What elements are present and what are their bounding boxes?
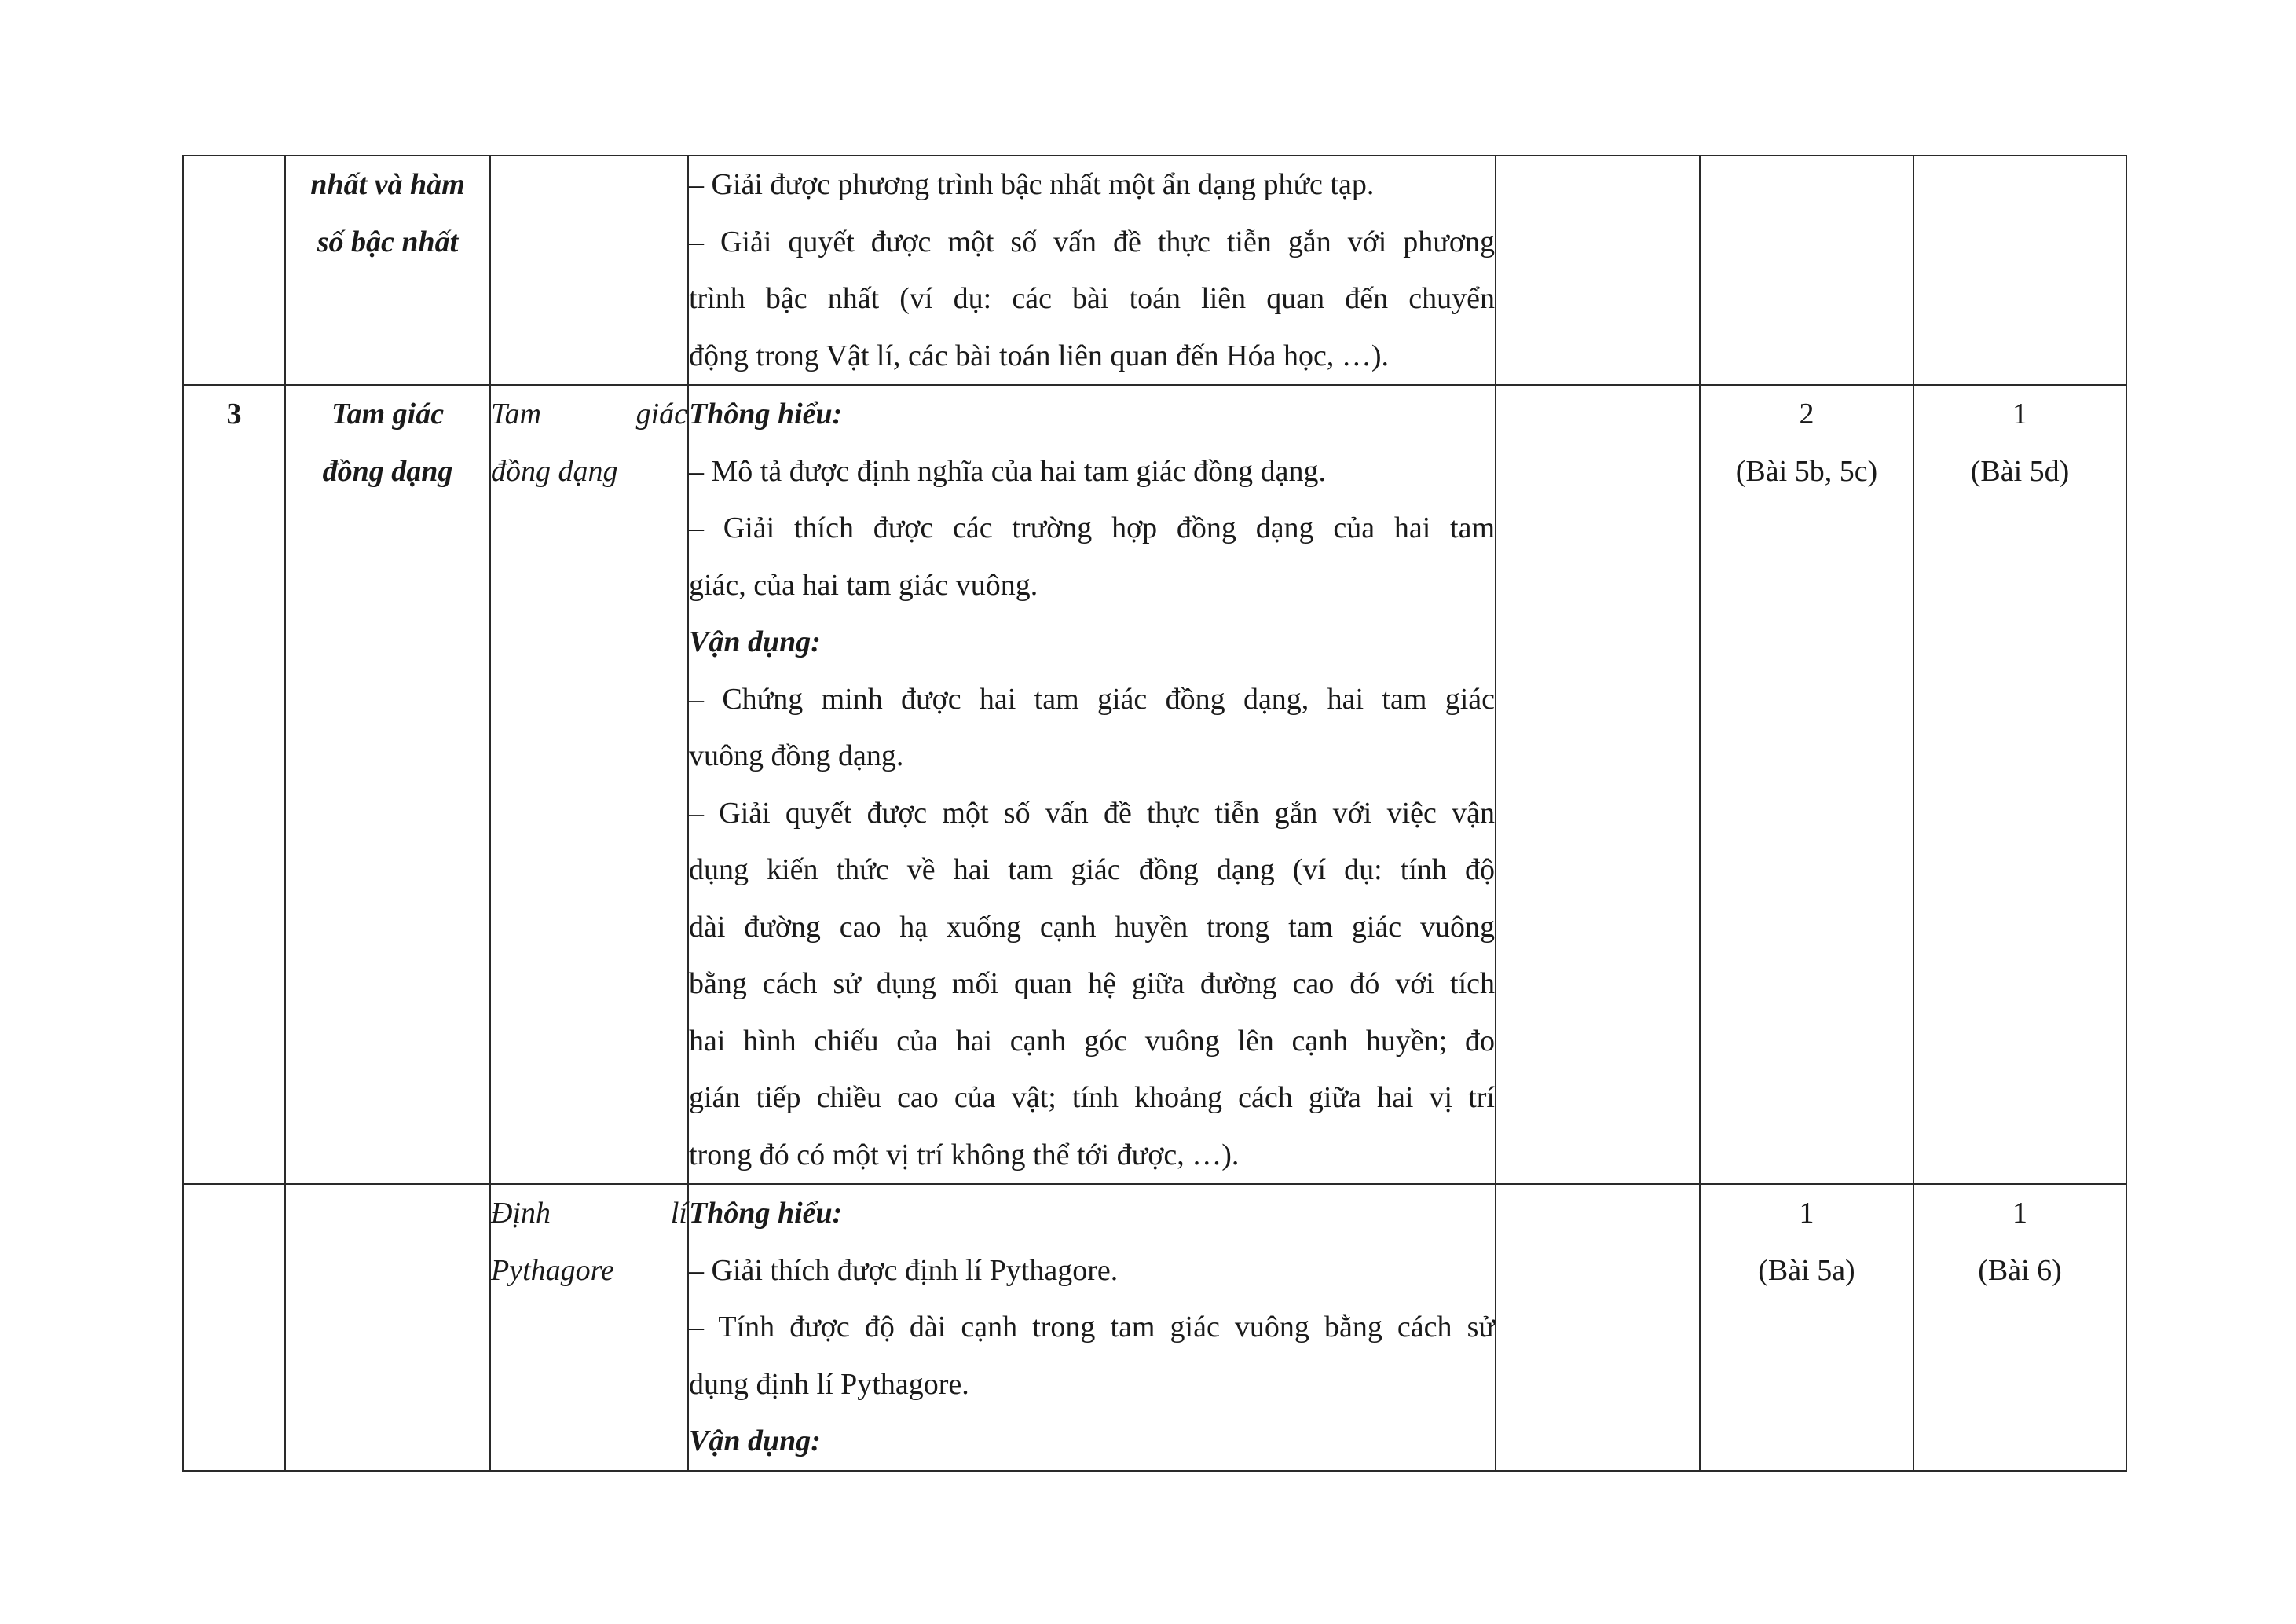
requirement-line: bằng cách sử dụng mối quan hệ giữa đường cao đó với tích: [689, 967, 1495, 1000]
requirement-line: – Giải được phương trình bậc nhất một ẩn dạng phức tạp.: [689, 168, 1375, 201]
content-cell: Định lí Pythagore: [490, 1184, 688, 1471]
content-cell: Tam giác đồng dạng: [490, 385, 688, 1184]
recognition-cell: [1496, 156, 1700, 385]
requirement-line: gián tiếp chiều cao của vật; tính khoảng cách giữa hai vị trí: [689, 1081, 1495, 1114]
table-row: [183, 1184, 2126, 1471]
requirement-cell: [688, 1184, 1496, 1471]
requirement-line: động trong Vật lí, các bài toán liên quan đến Hóa học, …).: [689, 339, 1389, 372]
requirement-line: dài đường cao hạ xuống cạnh huyền trong tam giác vuông: [689, 910, 1495, 944]
recognition-cell: [1496, 1184, 1700, 1471]
recognition-cell: [1496, 385, 1700, 1184]
requirement-line: hai hình chiếu của hai cạnh góc vuông lên cạnh huyền; đo: [689, 1024, 1495, 1058]
content-cell: [490, 156, 688, 385]
row-index-cell: [183, 1184, 285, 1471]
requirement-cell: [688, 156, 1496, 385]
requirement-line: trình bậc nhất (ví dụ: các bài toán liên quan đến chuyển: [689, 282, 1495, 315]
row-index-cell: 3: [183, 385, 285, 1184]
topic-cell: nhất và hàm số bậc nhất: [285, 156, 490, 385]
table-row: [183, 385, 2126, 1184]
requirement-line: dụng kiến thức về hai tam giác đồng dạng (ví dụ: tính độ: [689, 853, 1495, 886]
requirement-line: – Tính được độ dài cạnh trong tam giác vuông bằng cách sử: [689, 1311, 1495, 1344]
topic-cell: [285, 1184, 490, 1471]
requirement-line: – Giải thích được định lí Pythagore.: [689, 1253, 1119, 1287]
requirement-cell: [688, 385, 1496, 1184]
requirement-line: – Giải quyết được một số vấn đề thực tiễn gắn với việc vận: [689, 796, 1495, 830]
requirement-line: – Chứng minh được hai tam giác đồng dạng, hai tam giác: [689, 682, 1495, 716]
row-index-cell: [183, 156, 285, 385]
requirement-heading: Thông hiểu:: [689, 398, 843, 431]
specification-table: [182, 155, 2127, 1472]
requirement-line: giác, của hai tam giác vuông.: [689, 568, 1038, 602]
understanding-cell: 2 (Bài 5b, 5c): [1700, 385, 1913, 1184]
application-cell: [1913, 156, 2126, 385]
requirement-heading: Vận dụng:: [689, 625, 821, 658]
requirement-line: – Giải quyết được một số vấn đề thực tiễn gắn với phương: [689, 225, 1495, 258]
understanding-cell: 1 (Bài 5a): [1700, 1184, 1913, 1471]
requirement-line: dụng định lí Pythagore.: [689, 1367, 969, 1401]
application-cell: 1 (Bài 6): [1913, 1184, 2126, 1471]
understanding-cell: [1700, 156, 1913, 385]
requirement-line: trong đó có một vị trí không thể tới được, …).: [689, 1138, 1240, 1171]
requirement-line: – Mô tả được định nghĩa của hai tam giác đồng dạng.: [689, 454, 1327, 488]
requirement-heading: Thông hiểu:: [689, 1197, 843, 1230]
topic-cell: Tam giác đồng dạng: [285, 385, 490, 1184]
requirement-line: vuông đồng dạng.: [689, 739, 904, 772]
application-cell: 1 (Bài 5d): [1913, 385, 2126, 1184]
requirement-line: – Giải thích được các trường hợp đồng dạng của hai tam: [689, 511, 1495, 544]
table-row: [183, 156, 2126, 385]
requirement-heading: Vận dụng:: [689, 1424, 821, 1457]
